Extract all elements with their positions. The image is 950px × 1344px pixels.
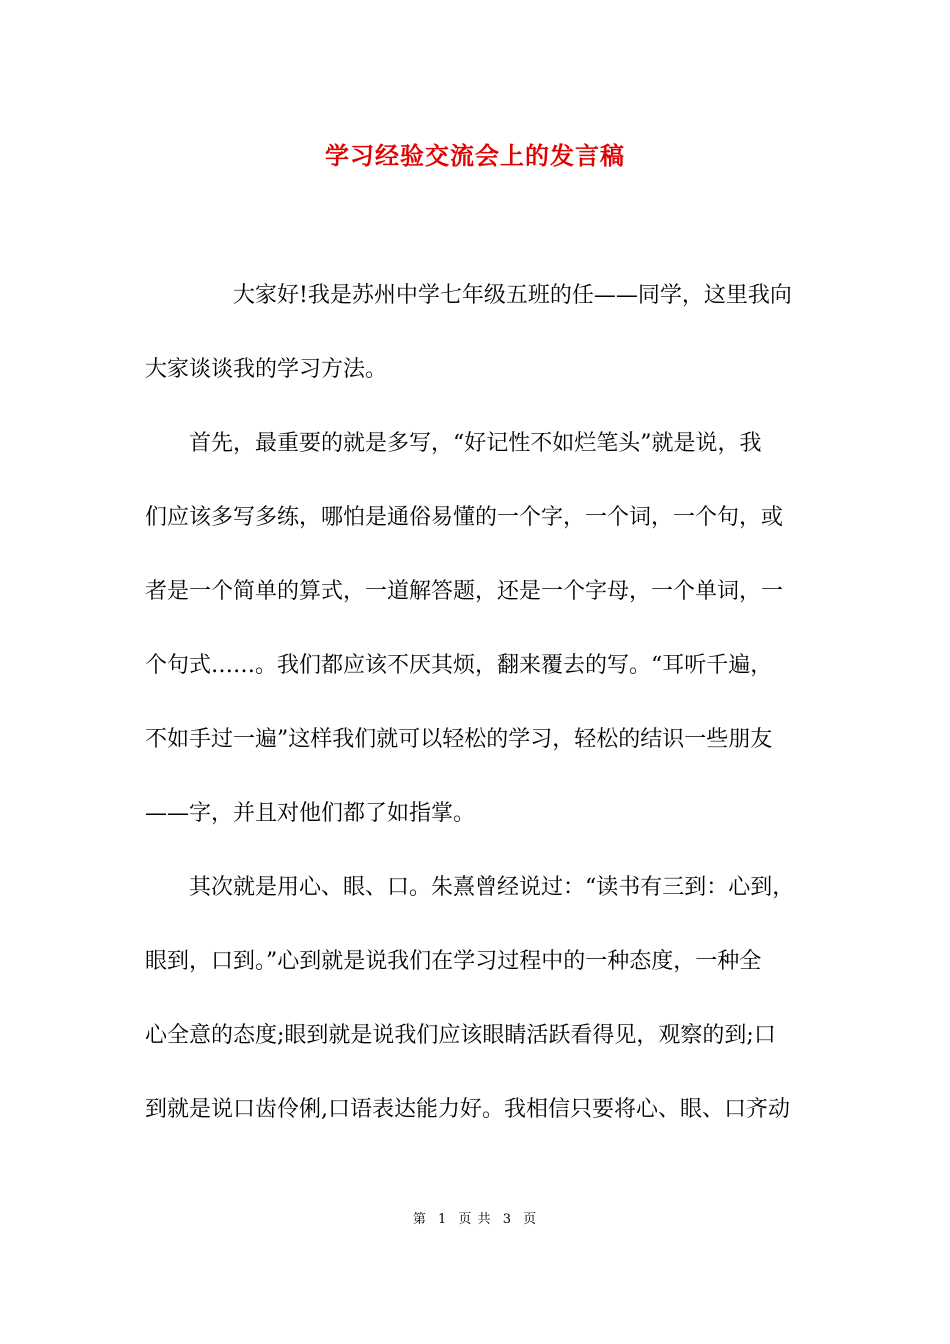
paragraph-line: 其次就是用心、眼、口。朱熹曾经说过：“读书有三到：心到， xyxy=(189,875,795,900)
footer-middle: 页 共 xyxy=(458,1212,492,1227)
paragraph-line: 首先，最重要的就是多写，“好记性不如烂笔头”就是说，我 xyxy=(189,431,762,456)
paragraph-line: ——字，并且对他们都了如指掌。 xyxy=(145,801,476,826)
paragraph-line: 心全意的态度;眼到就是说我们应该眼睛活跃看得见，观察的到;口 xyxy=(145,1023,776,1048)
paragraph-line: 不如手过一遍”这样我们就可以轻松的学习，轻松的结识一些朋友 xyxy=(145,727,773,752)
footer-prefix: 第 xyxy=(412,1212,427,1227)
paragraph-line: 个句式……。我们都应该不厌其烦，翻来覆去的写。“耳听千遍， xyxy=(145,653,773,678)
paragraph-line: 大家好!我是苏州中学七年级五班的任——同学，这里我向 xyxy=(233,283,792,308)
footer-total-pages: 3 xyxy=(502,1212,512,1227)
page-footer xyxy=(0,1208,950,1227)
footer-current-page: 1 xyxy=(438,1212,448,1227)
document-body xyxy=(145,276,805,1164)
document-title: 学习经验交流会上的发言稿 xyxy=(325,141,625,170)
paragraph-line: 者是一个简单的算式，一道解答题，还是一个字母，一个单词，一 xyxy=(145,579,784,604)
paragraph-line: 到就是说口齿伶俐,口语表达能力好。我相信只要将心、眼、口齐动 xyxy=(145,1097,790,1122)
footer-suffix: 页 xyxy=(523,1212,538,1227)
paragraph-line: 大家谈谈我的学习方法。 xyxy=(145,357,388,382)
paragraph-line: 们应该多写多练，哪怕是通俗易懂的一个字，一个词，一个句，或 xyxy=(145,505,784,530)
paragraph-line: 眼到，口到。”心到就是说我们在学习过程中的一种态度，一种全 xyxy=(145,949,762,974)
